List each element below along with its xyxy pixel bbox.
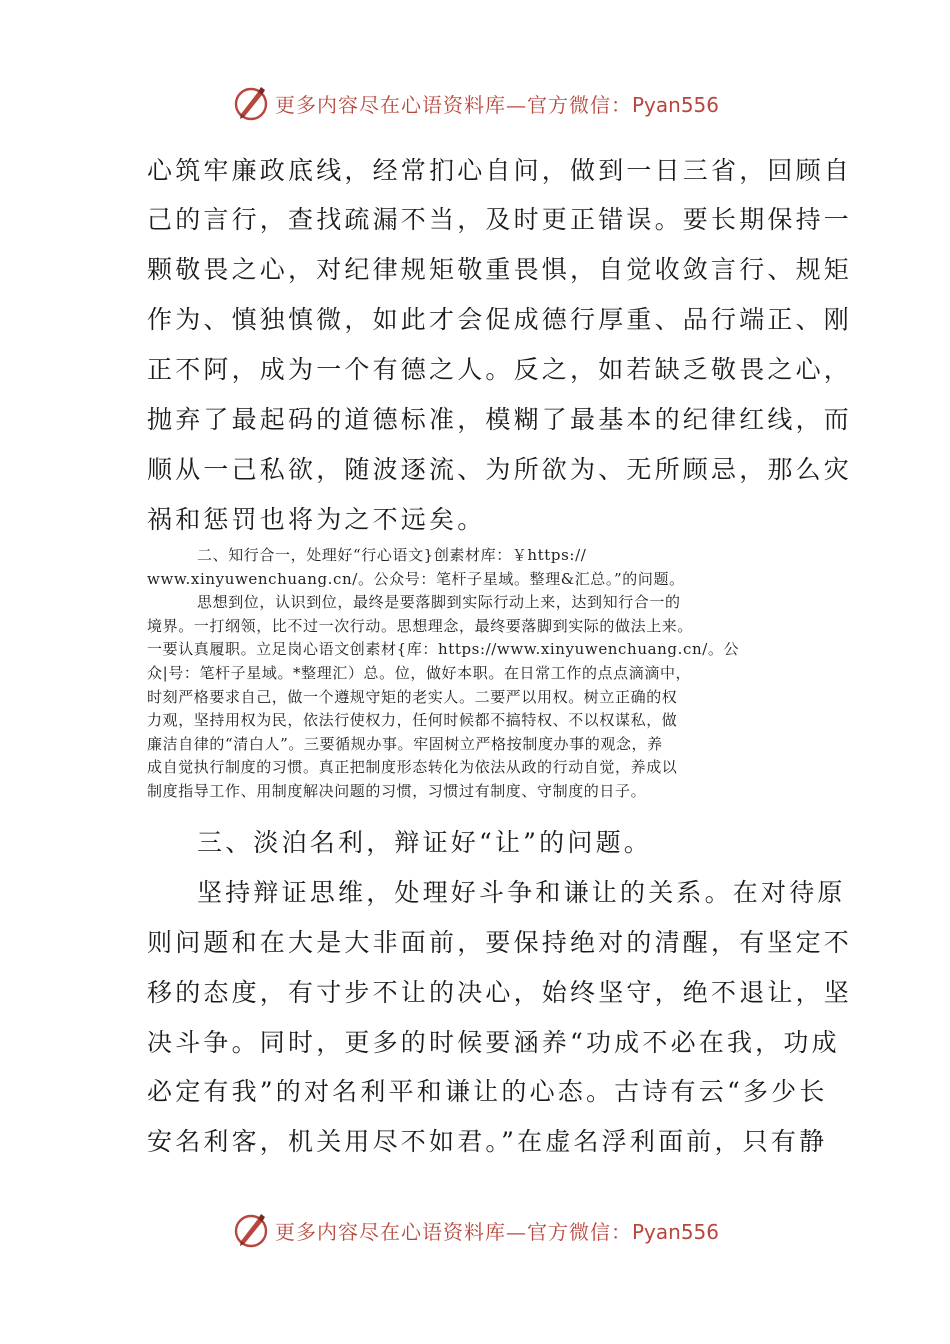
section-three-body-line: 安名利客，机关用尽不如君。”在虚名浮利面前，只有静: [147, 1127, 828, 1156]
section-two-body-line: 众|号：笔杆子星域。*整理汇）总。位，做好本职。在日常工作的点点滴滴中，: [147, 663, 692, 682]
body-line: 祸和惩罚也将为之不远矣。: [147, 505, 486, 534]
section-three-body-line: 移的态度，有寸步不让的决心，始终坚守，绝不退让，坚: [147, 978, 853, 1007]
section-two-body-line: 一要认真履职。立足岗心语文创素材{库：https://www.xinyuwenchuang.cn/。公: [147, 640, 740, 659]
body-line: 抛弃了最起码的道德标准，模糊了最基本的纪律红线，而: [147, 405, 853, 434]
section-three-body-line: 必定有我”的对名利平和谦让的心态。古诗有云“多少长: [147, 1077, 828, 1106]
section-two-body-line: 制度指导工作、用制度解决问题的习惯，习惯过有制度、守制度的日子。: [147, 781, 647, 800]
body-line: 正不阿，成为一个有德之人。反之，如若缺乏敬畏之心，: [147, 355, 853, 384]
header-banner-text: 更多内容尽在心语资料库—官方微信：Pyan556: [274, 92, 719, 117]
body-line: 颗敬畏之心，对纪律规矩敬重畏惧，自觉收敛言行、规矩: [147, 255, 853, 284]
section-two-body-line: 成自觉执行制度的习惯。真正把制度形态转化为依法从政的行动自觉，养成以: [147, 758, 678, 777]
section-two: [147, 544, 807, 804]
section-two-body-line: 力观，坚持用权为民，依法行使权力，任何时候都不搞特权、不以权谋私，做: [147, 711, 678, 730]
footer-banner: [0, 1207, 950, 1253]
wechat-id: Pyan556: [631, 1219, 719, 1244]
section-three-body-line: 则问题和在大是大非面前，要保持绝对的清醒，有坚定不: [147, 928, 853, 957]
pen-logo-icon: [231, 1210, 271, 1250]
section-two-body-line: 思想到位，认识到位，最终是要落脚到实际行动上来，达到知行合一的: [197, 593, 681, 612]
body-line: 顺从一己私欲，随波逐流、为所欲为、无所顾忌，那么灾: [147, 455, 853, 484]
header-banner: [0, 80, 950, 126]
footer-banner-text: 更多内容尽在心语资料库—官方微信：Pyan556: [274, 1219, 719, 1244]
section-two-heading-line: 二、知行合一，处理好“行心语文}创素材库：￥https://: [197, 546, 587, 564]
body-line: 心筑牢廉政底线，经常扪心自问，做到一日三省，回顾自: [147, 156, 853, 185]
section-two-body-line: 时刻严格要求自己，做一个遵规守矩的老实人。二要严以用权。树立正确的权: [147, 687, 678, 706]
body-line: 作为、慎独慎微，如此才会促成德行厚重、品行端正、刚: [147, 305, 853, 334]
wechat-id: Pyan556: [631, 92, 719, 117]
section-three-body-line: 决斗争。同时，更多的时候要涵养“功成不必在我，功成: [147, 1028, 840, 1057]
section-three-heading: 三、淡泊名利，辩证好“让”的问题。: [197, 828, 652, 857]
section-two-body-line: 境界。一打纲领，比不过一次行动。思想理念，最终要落脚到实际的做法上来。: [147, 616, 694, 635]
section-two-heading-line: www.xinyuwenchuang.cn/。公众号：笔杆子星域。整理&汇总。”的问题。: [147, 569, 685, 588]
section-three-body-line: 坚持辩证思维，处理好斗争和谦让的关系。在对待原: [197, 878, 846, 907]
pen-logo-icon: [231, 83, 271, 123]
section-two-body-line: 廉洁自律的“清白人”。三要循规办事。牢固树立严格按制度办事的观念，养: [147, 734, 663, 753]
body-line: 己的言行，查找疏漏不当，及时更正错误。要长期保持一: [147, 205, 853, 234]
